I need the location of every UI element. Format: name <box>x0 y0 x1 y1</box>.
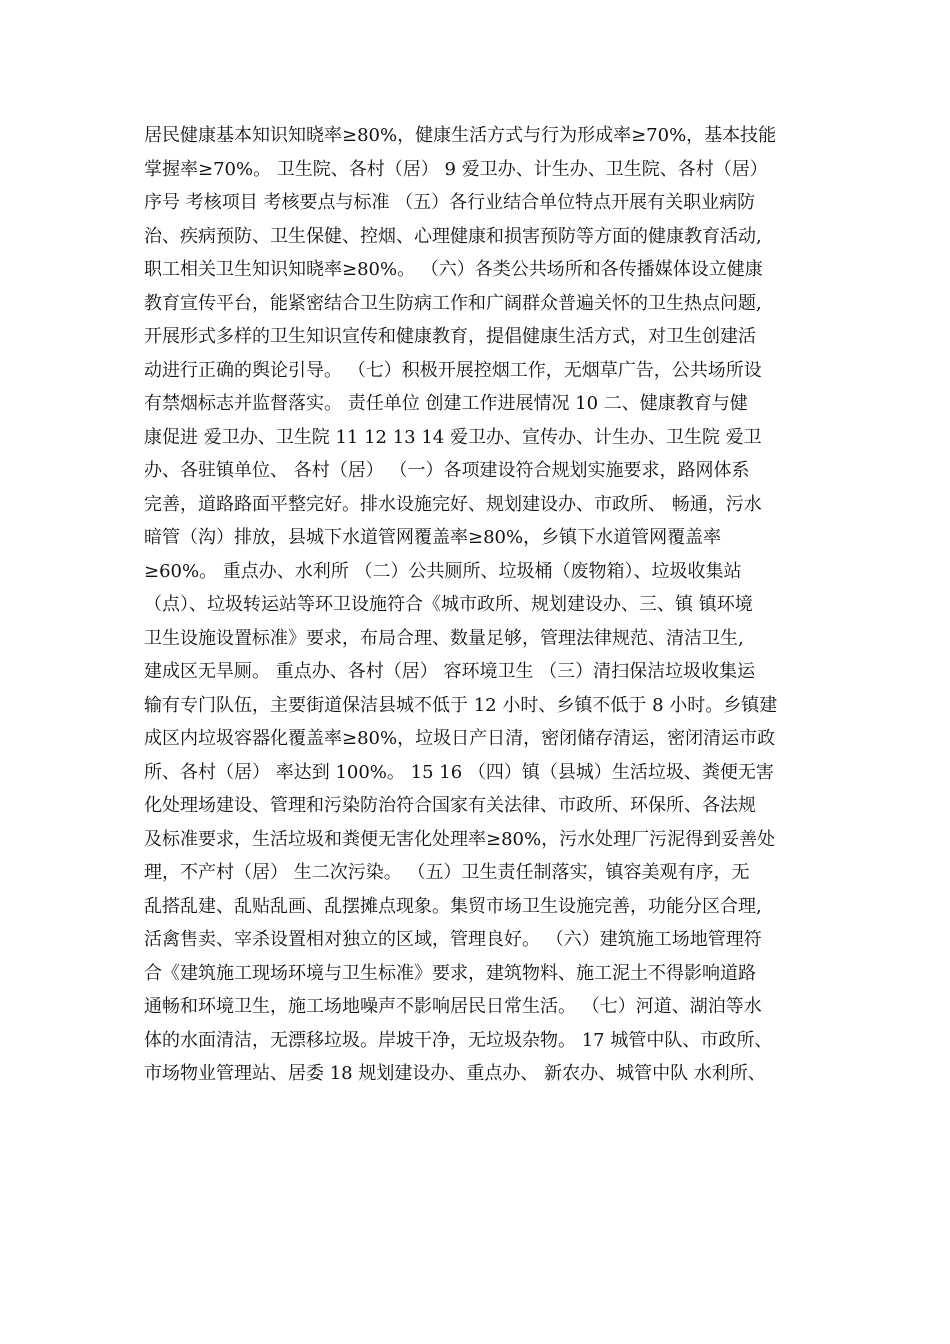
text-line: （点）、垃圾转运站等环卫设施符合《城市政所、规划建设办、三、镇 镇环境 <box>144 594 753 615</box>
text-line: 职工相关卫生知识知晓率≥80%。 （六）各类公共场所和各传播媒体设立健康 <box>144 259 763 280</box>
text-line: 居民健康基本知识知晓率≥80%，健康生活方式与行为形成率≥70%，基本技能 <box>144 125 777 146</box>
text-line: 教育宣传平台，能紧密结合卫生防病工作和广阔群众普遍关怀的卫生热点问题, <box>144 292 762 314</box>
text-line: 完善，道路路面平整完好。排水设施完好、规划建设办、市政所、 畅通，污水 <box>144 493 762 515</box>
text-line: 建成区无旱厕。 重点办、各村（居） 容环境卫生 （三）清扫保洁垃圾收集运 <box>144 661 756 682</box>
text-line: 活禽售卖、宰杀设置相对独立的区域，管理良好。 （六）建筑施工场地管理符 <box>144 929 762 950</box>
text-line: 输有专门队伍，主要街道保洁县城不低于 12 小时、乡镇不低于 8 小时。乡镇建 <box>144 694 778 716</box>
text-line: 所、各村（居） 率达到 100%。 15 16 （四）镇（县城）生活垃圾、粪便无害 <box>144 761 774 783</box>
text-line: 卫生设施设置标准》要求，布局合理、数量足够，管理法律规范、清洁卫生, <box>144 627 744 649</box>
text-line: 体的水面清洁，无漂移垃圾。岸坡干净，无垃圾杂物。 17 城管中队、市政所、 <box>144 1029 773 1051</box>
text-line: 化处理场建设、管理和污染防治符合国家有关法律、市政所、环保所、各法规 <box>144 795 756 816</box>
text-line: 暗管（沟）排放，县城下水道管网覆盖率≥80%，乡镇下水道管网覆盖率 <box>144 527 722 548</box>
text-line: 市场物业管理站、居委 18 规划建设办、重点办、 新农办、城管中队 水利所、 <box>144 1063 766 1084</box>
text-line: 通畅和环境卫生，施工场地噪声不影响居民日常生活。 （七）河道、湖泊等水 <box>144 996 762 1017</box>
document-body <box>144 119 804 1091</box>
text-line: ≥60%。 重点办、水利所 （二）公共厕所、垃圾桶（废物箱）、垃圾收集站 <box>144 560 742 582</box>
text-line: 理，不产村（居） 生二次污染。 （五）卫生责任制落实，镇容美观有序，无 <box>144 862 750 883</box>
text-line: 合《建筑施工现场环境与卫生标准》要求，建筑物料、施工泥土不得影响道路 <box>144 962 756 984</box>
text-line: 掌握率≥70%。 卫生院、各村（居） 9 爱卫办、计生办、卫生院、各村（居） <box>144 158 768 180</box>
text-line: 治、疾病预防、卫生保健、控烟、心理健康和损害预防等方面的健康教育活动, <box>144 225 762 247</box>
text-line: 动进行正确的舆论引导。 （七）积极开展控烟工作，无烟草广告，公共场所设 <box>144 359 762 381</box>
text-line: 有禁烟标志并监督落实。 责任单位 创建工作进展情况 10 二、健康教育与健 <box>144 393 748 414</box>
text-line: 序号 考核项目 考核要点与标准 （五）各行业结合单位特点开展有关职业病防 <box>144 192 756 213</box>
text-line: 乱搭乱建、乱贴乱画、乱摆摊点现象。集贸市场卫生设施完善，功能分区合理, <box>144 895 762 917</box>
text-line: 办、各驻镇单位、 各村（居） （一）各项建设符合规划实施要求，路网体系 <box>144 460 750 481</box>
text-line: 成区内垃圾容器化覆盖率≥80%，垃圾日产日清，密闭储存清运，密闭清运市政 <box>144 728 776 749</box>
text-line: 开展形式多样的卫生知识宣传和健康教育，提倡健康生活方式，对卫生创建活 <box>144 326 756 347</box>
text-line: 康促进 爱卫办、卫生院 11 12 13 14 爱卫办、宣传办、计生办、卫生院 爱卫 <box>144 426 762 448</box>
text-line: 及标准要求，生活垃圾和粪便无害化处理率≥80%，污水处理厂污泥得到妥善处 <box>144 828 776 850</box>
